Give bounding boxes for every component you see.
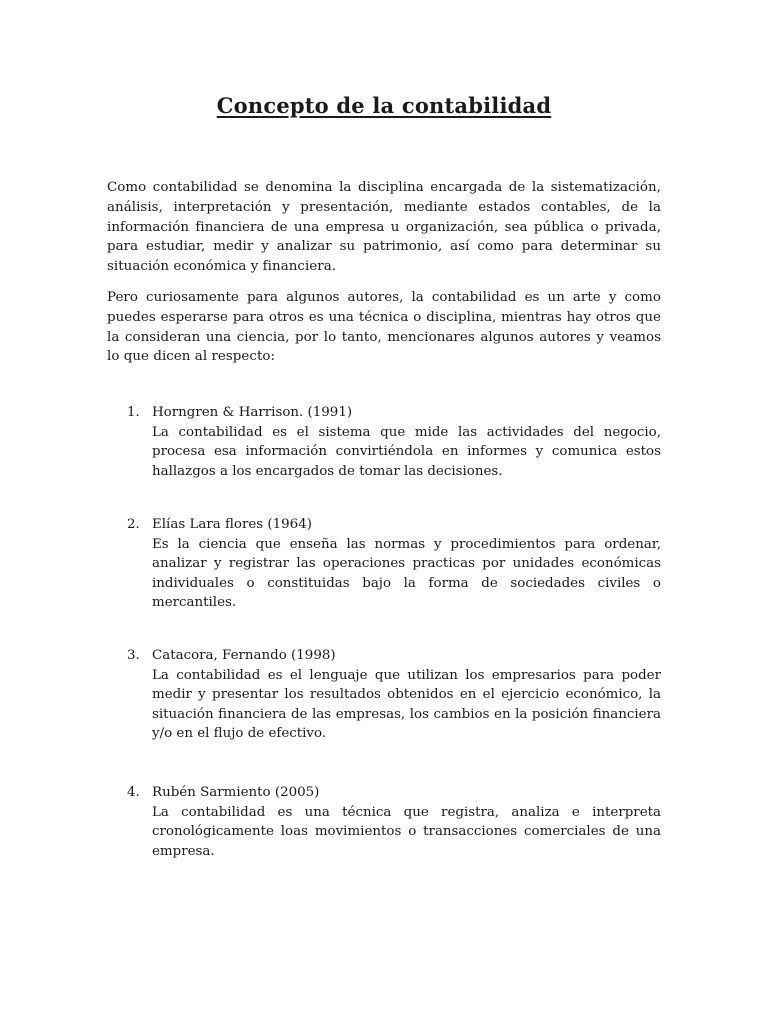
author-heading: Catacora, Fernando (1998) xyxy=(152,648,336,663)
list-item-number: 4. xyxy=(127,785,140,800)
author-heading: Rubén Sarmiento (2005) xyxy=(152,785,320,800)
list-item-number: 2. xyxy=(127,517,140,532)
list-item-number: 1. xyxy=(127,405,140,420)
authors-intro-paragraph: Pero curiosamente para algunos autores, la contabilidad es un arte y como puedes esperarse para otros es una técnica o disciplina, mientras hay otros que la consideran una ciencia, por lo tanto, mencionares algunos autores y veamos lo que dicen al respecto: xyxy=(107,290,661,365)
author-definition: La contabilidad es una técnica que registra, analiza e interpreta cronológicamente loas movimientos o transacciones comerciales de una empresa. xyxy=(152,804,661,859)
intro-paragraph: Como contabilidad se denomina la disciplina encargada de la sistematización, análisis, interpretación y presentación, mediante estados contables, de la información financiera de una empresa u organización, sea pública o privada, para estudiar, medir y analizar su patrimonio, así como para determinar su situación económica y financiera. xyxy=(107,180,661,275)
author-heading: Elías Lara flores (1964) xyxy=(152,517,312,532)
author-definition: La contabilidad es el sistema que mide las actividades del negocio, procesa esa información convirtiéndola en informes y comunica estos hallazgos a los encargados de tomar las decisiones. xyxy=(152,424,661,479)
document-title: Concepto de la contabilidad xyxy=(216,93,552,118)
author-definition: Es la ciencia que enseña las normas y procedimientos para ordenar, analizar y registrar las operaciones practicas por unidades económicas individuales o constituidas bajo la forma de sociedades civiles o mercantiles. xyxy=(152,536,661,610)
list-item-number: 3. xyxy=(127,648,140,663)
author-definition: La contabilidad es el lenguaje que utilizan los empresarios para poder medir y presentar los resultados obtenidos en el ejercicio económico, la situación financiera de las empresas, los cambios en la posición financiera y/o en el flujo de efectivo. xyxy=(152,667,661,741)
author-heading: Horngren & Harrison. (1991) xyxy=(152,405,353,420)
